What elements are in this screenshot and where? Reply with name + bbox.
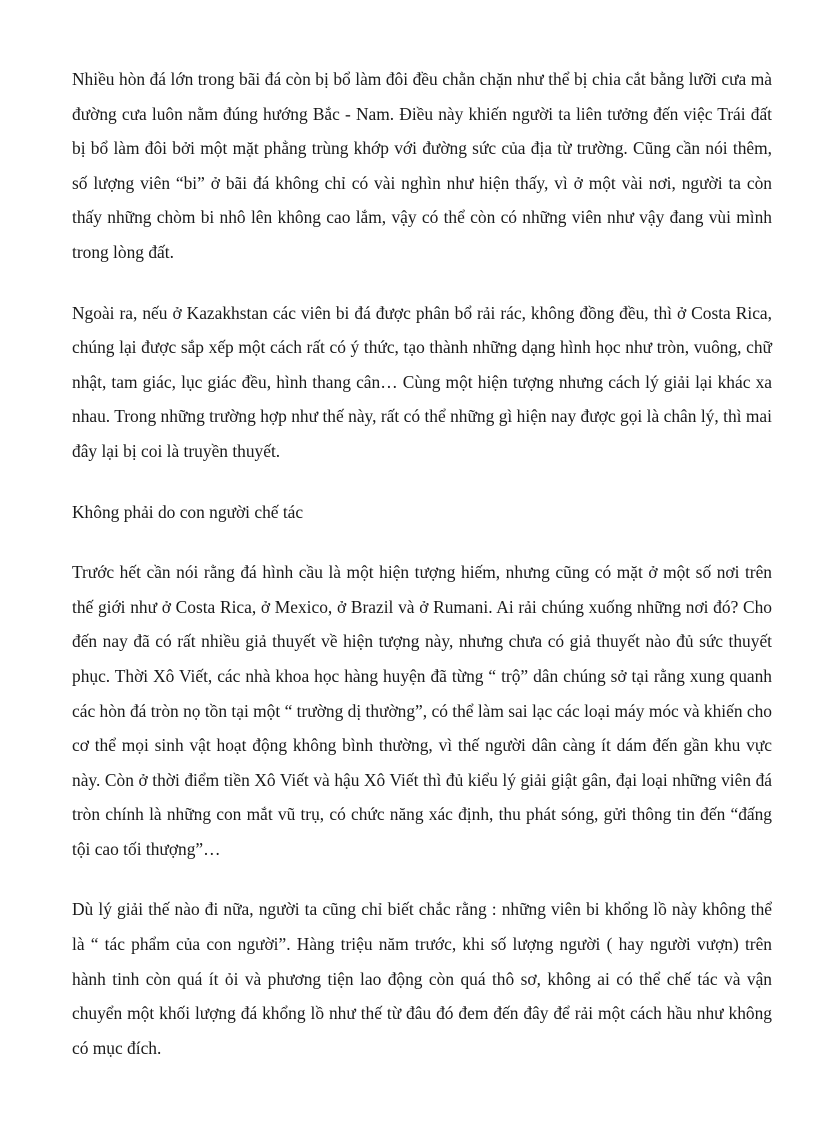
section-heading: Không phải do con người chế tác xyxy=(72,501,304,522)
paragraph-split-stones: Nhiều hòn đá lớn trong bãi đá còn bị bổ làm đôi đều chằn chặn như thể bị chia cắt bằng lưỡi cưa mà đường cưa luôn nằm đúng hướng Bắc - Nam. Điều này khiến người ta liên tưởng đến việc Trái đất bị bổ làm đôi bởi một mặt phẳng trùng khớp với đường sức của địa từ trường. Cũng cần nói thêm, số lượng viên “bi” ở bãi đá không chỉ có vài nghìn như hiện thấy, vì ở một vài nơi, người ta còn thấy những chòm bi nhô lên không cao lắm, vậy có thể còn có những viên như vậy đang vùi mình trong lòng đất. xyxy=(72,69,772,262)
paragraph-rare-phenomenon: Trước hết cần nói rằng đá hình cầu là một hiện tượng hiếm, nhưng cũng có mặt ở một số nơi trên thế giới như ở Costa Rica, ở Mexico, ở Brazil và ở Rumani. Ai rải chúng xuống những nơi đó? Cho đến nay đã có rất nhiều giả thuyết về hiện tượng này, nhưng chưa có giả thuyết nào đủ sức thuyết phục. Thời Xô Viết, các nhà khoa học hàng huyện đã từng “ trộ” dân chúng sở tại rằng xung quanh các hòn đá tròn nọ tồn tại một “ trường dị thường”, có thể làm sai lạc các loại máy móc và khiến cho cơ thể mọi sinh vật hoạt động không bình thường, vì thế người dân càng ít dám đến gần khu vực này. Còn ở thời điểm tiền Xô Viết và hậu Xô Viết thì đủ kiểu lý giải giật gân, đại loại những viên đá tròn chính là những con mắt vũ trụ, có chức năng xác định, thu phát sóng, gửi thông tin đến “đấng tội cao tối thượng”… xyxy=(72,562,772,859)
paragraph-costa-rica: Ngoài ra, nếu ở Kazakhstan các viên bi đá được phân bổ rải rác, không đồng đều, thì ở Costa Rica, chúng lại được sắp xếp một cách rất có ý thức, tạo thành những dạng hình học như tròn, vuông, chữ nhật, tam giác, lục giác đều, hình thang cân… Cùng một hiện tượng nhưng cách lý giải lại khác xa nhau. Trong những trường hợp như thế này, rất có thể những gì hiện nay được gọi là chân lý, thì mai đây lại bị coi là truyền thuyết. xyxy=(72,302,772,461)
document-body xyxy=(72,62,772,1091)
paragraph-not-man-made: Dù lý giải thế nào đi nữa, người ta cũng chỉ biết chắc rằng : những viên bi khổng lồ này không thể là “ tác phẩm của con người”. Hàng triệu năm trước, khi số lượng người ( hay người vượn) trên hành tinh còn quá ít ỏi và phương tiện lao động còn quá thô sơ, không ai có thể chế tác và vận chuyển một khối lượng đá khổng lồ như thế từ đâu đó đem đến đây để rải một cách hầu như không có mục đích. xyxy=(72,899,772,1058)
